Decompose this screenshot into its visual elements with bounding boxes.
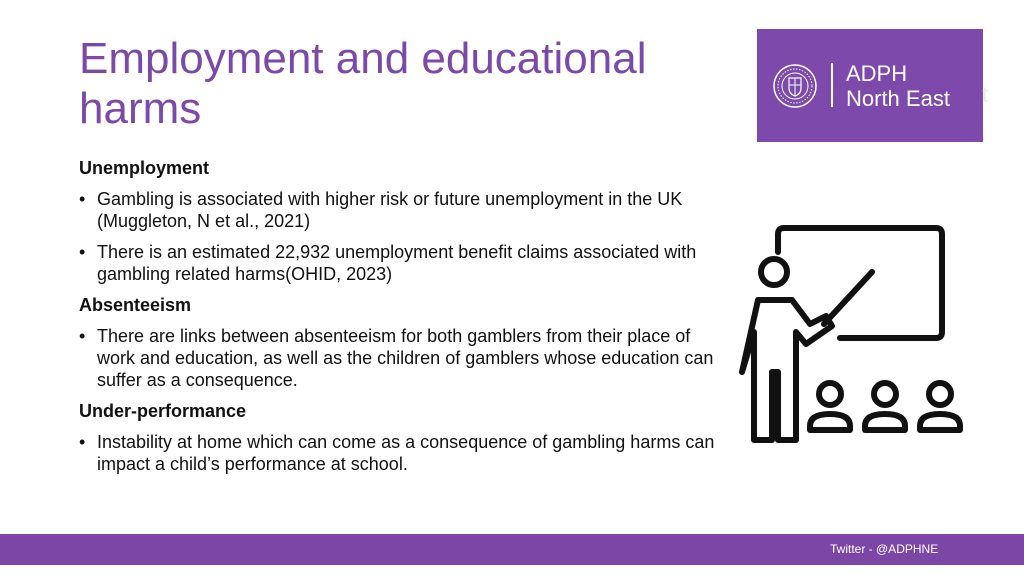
bullet-item: • There are links between absenteeism for both gamblers from their place of work and education, as well as the children of gamblers whose education can suffer as a consequence. <box>79 325 729 391</box>
logo-line2: North East <box>846 86 950 111</box>
logo-wordmark <box>846 61 950 111</box>
crest-seal-icon <box>773 64 817 108</box>
bullet-list <box>79 325 729 391</box>
logo-line1: ADPH <box>846 61 908 86</box>
section-heading: Under-performance <box>79 401 247 421</box>
section-under-performance <box>79 400 729 475</box>
bullet-list <box>79 188 729 285</box>
adph-north-east-logo <box>757 29 983 142</box>
bullet-list <box>79 431 729 475</box>
footer-twitter-handle: Twitter - @ADPHNE <box>830 542 939 556</box>
logo-divider <box>831 63 833 107</box>
bullet-item: • There is an estimated 22,932 unemployment benefit claims associated with gambling related harms(OHID, 2023) <box>79 241 729 285</box>
slide-title: Employment and educational harms <box>79 34 647 133</box>
bullet-item: • Instability at home which can come as a consequence of gambling harms can impact a child’s performance at school. <box>79 431 729 475</box>
section-heading: Unemployment <box>79 158 210 178</box>
logo-overflow-fragment: t <box>982 82 989 107</box>
section-unemployment <box>79 157 729 285</box>
section-absenteeism <box>79 294 729 391</box>
teacher-presenting-to-class-icon <box>730 222 980 452</box>
bullet-item: • Gambling is associated with higher risk or future unemployment in the UK (Muggleton, N et al., 2021) <box>79 188 729 232</box>
slide-body <box>79 157 729 484</box>
section-heading: Absenteeism <box>79 295 192 315</box>
